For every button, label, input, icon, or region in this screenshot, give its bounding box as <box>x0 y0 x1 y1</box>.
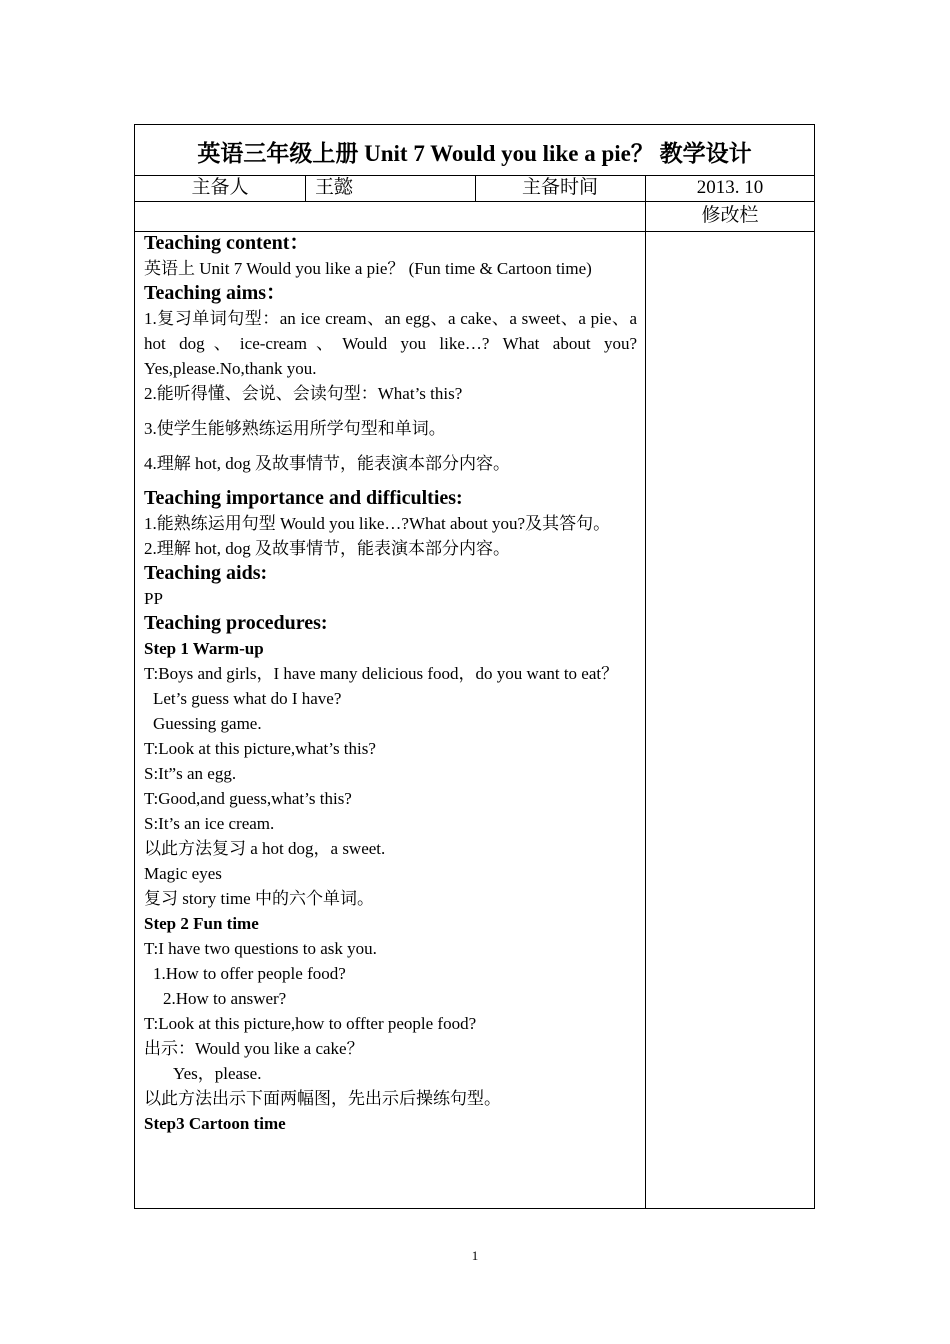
aim-item: 3.使学生能够熟练运用所学句型和单词。 <box>144 419 446 438</box>
planner-name: 王懿 <box>315 177 354 198</box>
step-heading: Step3 Cartoon time <box>144 1114 286 1133</box>
section-heading: Teaching content： <box>144 232 310 254</box>
aim-item: 4.理解 hot, dog 及故事情节，能表演本部分内容。 <box>144 454 510 473</box>
procedure-line: Guessing game. <box>153 714 262 733</box>
table-divider <box>305 175 306 201</box>
step-heading: Step 1 Warm-up <box>144 639 264 658</box>
procedure-line: 2.How to answer? <box>163 989 287 1008</box>
procedure-line: T:Look at this picture,what’s this? <box>144 739 376 758</box>
lesson-plan-table <box>134 124 815 1209</box>
procedure-line: T:I have two questions to ask you. <box>144 939 377 958</box>
procedure-line: T:Good,and guess,what’s this? <box>144 789 352 808</box>
revise-column-header: 修改栏 <box>701 205 759 226</box>
procedure-line: 复习 story time 中的六个单词。 <box>144 889 374 908</box>
procedure-line: T:Look at this picture,how to offter people food? <box>144 1014 477 1033</box>
time-label: 主备时间 <box>521 177 598 198</box>
document-title: 英语三年级上册 Unit 7 Would you like a pie？ 教学设计 <box>197 141 752 166</box>
table-divider <box>645 175 646 1209</box>
aim-item: 2.能听得懂、会说、会读句型：What’s this? <box>144 384 463 403</box>
step-heading: Step 2 Fun time <box>144 914 259 933</box>
section-heading: Teaching aims： <box>144 282 287 304</box>
section-heading: Teaching aids: <box>144 562 268 584</box>
procedure-line: 1.How to offer people food? <box>153 964 346 983</box>
procedure-line: 以此方法出示下面两幅图，先出示后操练句型。 <box>144 1089 501 1108</box>
time-value: 2013. 10 <box>696 177 764 198</box>
procedure-line: 以此方法复习 a hot dog，a sweet. <box>144 839 386 858</box>
section-heading: Teaching importance and difficulties: <box>144 487 463 509</box>
procedure-line: 出示：Would you like a cake？ <box>144 1039 364 1058</box>
section-heading: Teaching procedures: <box>144 612 328 634</box>
aids-text: PP <box>144 589 163 608</box>
procedure-line: T:Boys and girls，I have many delicious food，do you want to eat？ <box>144 664 619 683</box>
importance-item: 2.理解 hot, dog 及故事情节，能表演本部分内容。 <box>144 539 510 558</box>
planner-label: 主备人 <box>191 177 249 198</box>
procedure-line: S:It’s an ice cream. <box>144 814 275 833</box>
lesson-content <box>144 231 637 1136</box>
procedure-line: Let’s guess what do I have? <box>153 689 342 708</box>
content-text: 英语上 Unit 7 Would you like a pie？ (Fun time & Cartoon time) <box>144 259 592 278</box>
page-number: 1 <box>471 1248 479 1263</box>
aim-item: 1.复习单词句型：an ice cream、an egg、a cake、a sweet、a pie、a hot dog、ice-cream、Would you like…? What about you? Yes,please.No,thank you. <box>144 309 637 378</box>
procedure-line: Yes，please. <box>173 1064 262 1083</box>
procedure-line: Magic eyes <box>144 864 222 883</box>
importance-item: 1.能熟练运用句型 Would you like…?What about you?及其答句。 <box>144 514 611 533</box>
procedure-line: S:It”s an egg. <box>144 764 237 783</box>
